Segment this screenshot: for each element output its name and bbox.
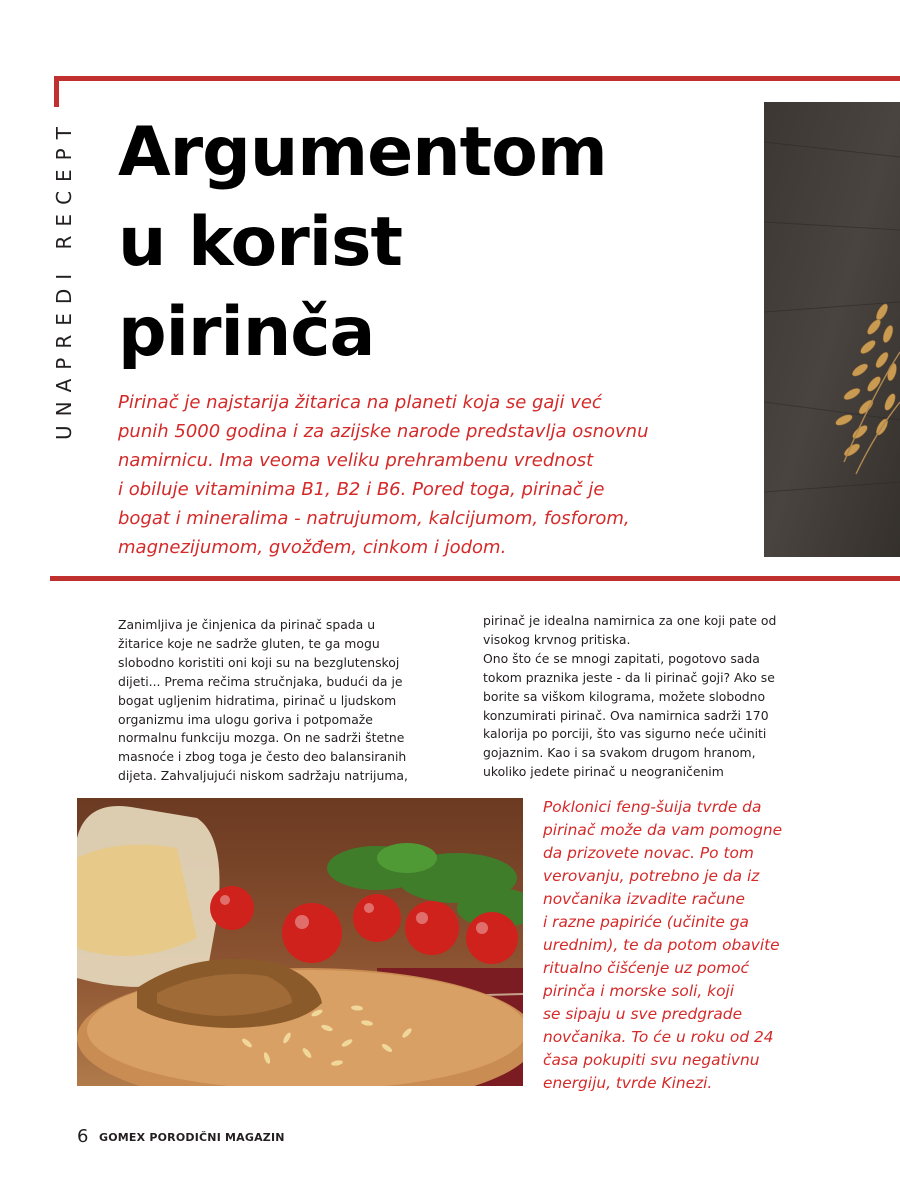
quote-line: ritualno čišćenje uz pomoć <box>543 959 750 977</box>
quote-line: energiju, tvrde Kinezi. <box>543 1074 713 1092</box>
quote-line: novčanika izvadite račune <box>543 890 745 908</box>
body-line: visokog krvnog pritiska. <box>483 631 631 647</box>
title-line: u korist <box>118 203 403 282</box>
quote-line: se sipaju u sve predgrade <box>543 1005 743 1023</box>
lead-line: Pirinač je najstarija žitarica na planeti koja se gaji već <box>118 392 602 413</box>
body-line: bogat ugljenim hidratima, pirinač u ljudskom <box>118 692 397 708</box>
body-column-right <box>483 612 838 782</box>
lead-line: bogat i mineralima - natrujumom, kalcijumom, fosforom, <box>118 508 630 529</box>
body-line: konzumirati pirinač. Ova namirnica sadrži 170 <box>483 707 769 723</box>
article-title <box>118 108 607 378</box>
body-line: dijeta. Zahvaljujući niskom sadržaju natrijuma, <box>118 768 408 784</box>
quote-line: verovanju, potrebno je da iz <box>543 867 760 885</box>
magazine-name: GOMEX PORODIČNI MAGAZIN <box>99 1131 285 1144</box>
body-line: Zanimljiva je činjenica da pirinač spada u <box>118 617 376 632</box>
lead-line: magnezijumom, gvožđem, cinkom i jodom. <box>118 537 507 558</box>
body-line: normalnu funkciju mozga. On ne sadrži štetne <box>118 730 405 746</box>
quote-line: urednim), te da potom obavite <box>543 936 780 954</box>
body-line: Ono što će se mnogi zapitati, pogotovo sada <box>483 650 760 666</box>
left-rule <box>54 76 59 107</box>
pull-quote <box>543 796 843 1095</box>
body-line: pirinač je idealna namirnica za one koji pate od <box>483 613 777 628</box>
body-line: tokom praznika jeste - da li pirinač goji? Ako se <box>483 669 775 685</box>
title-line: pirinča <box>118 293 375 372</box>
body-line: masnoće i zbog toga je često deo balansiranih <box>118 749 407 765</box>
lead-paragraph <box>118 388 718 562</box>
quote-line: Poklonici feng-šuija tvrde da <box>543 798 762 816</box>
lead-line: namirnicu. Ima veoma veliku prehrambenu vrednost <box>118 450 594 471</box>
lead-line: punih 5000 godina i za azijske narode predstavlja osnovnu <box>118 421 649 442</box>
top-rule <box>54 76 900 81</box>
page-number: 6 <box>77 1126 89 1147</box>
quote-line: i razne papiriće (učinite ga <box>543 913 749 931</box>
body-line: dijeti... Prema rečima stručnjaka, budući da je <box>118 673 403 689</box>
section-label: UNAPREDI RECEPT <box>52 118 76 440</box>
title-line: Argumentom <box>118 113 607 192</box>
quote-line: časa pokupiti svu negativnu <box>543 1051 760 1069</box>
body-line: gojaznim. Kao i sa svakom drugom hranom, <box>483 745 756 761</box>
body-column-left <box>118 616 473 786</box>
lead-line: i obiluje vitaminima B1, B2 i B6. Pored toga, pirinač je <box>118 479 605 500</box>
body-line: kalorija po porciji, što vas sigurno neće učiniti <box>483 726 767 742</box>
body-line: slobodno koristiti oni koji su na bezglutenskoj <box>118 654 400 670</box>
body-line: organizmu ima ulogu goriva i potpomaže <box>118 711 373 727</box>
rice-stalks-photo <box>764 102 900 557</box>
quote-line: pirinča i morske soli, koji <box>543 982 735 1000</box>
body-line: ukoliko jedete pirinač u neograničenim <box>483 764 724 780</box>
quote-line: pirinač može da vam pomogne <box>543 821 783 839</box>
body-line: borite sa viškom kilograma, možete slobodno <box>483 688 766 704</box>
bottom-rule <box>50 576 900 581</box>
quote-line: novčanika. To će u roku od 24 <box>543 1028 774 1046</box>
orzo-tomatoes-photo <box>77 798 523 1086</box>
body-line: žitarice koje ne sadrže gluten, te ga mogu <box>118 635 380 651</box>
quote-line: da prizovete novac. Po tom <box>543 844 754 862</box>
